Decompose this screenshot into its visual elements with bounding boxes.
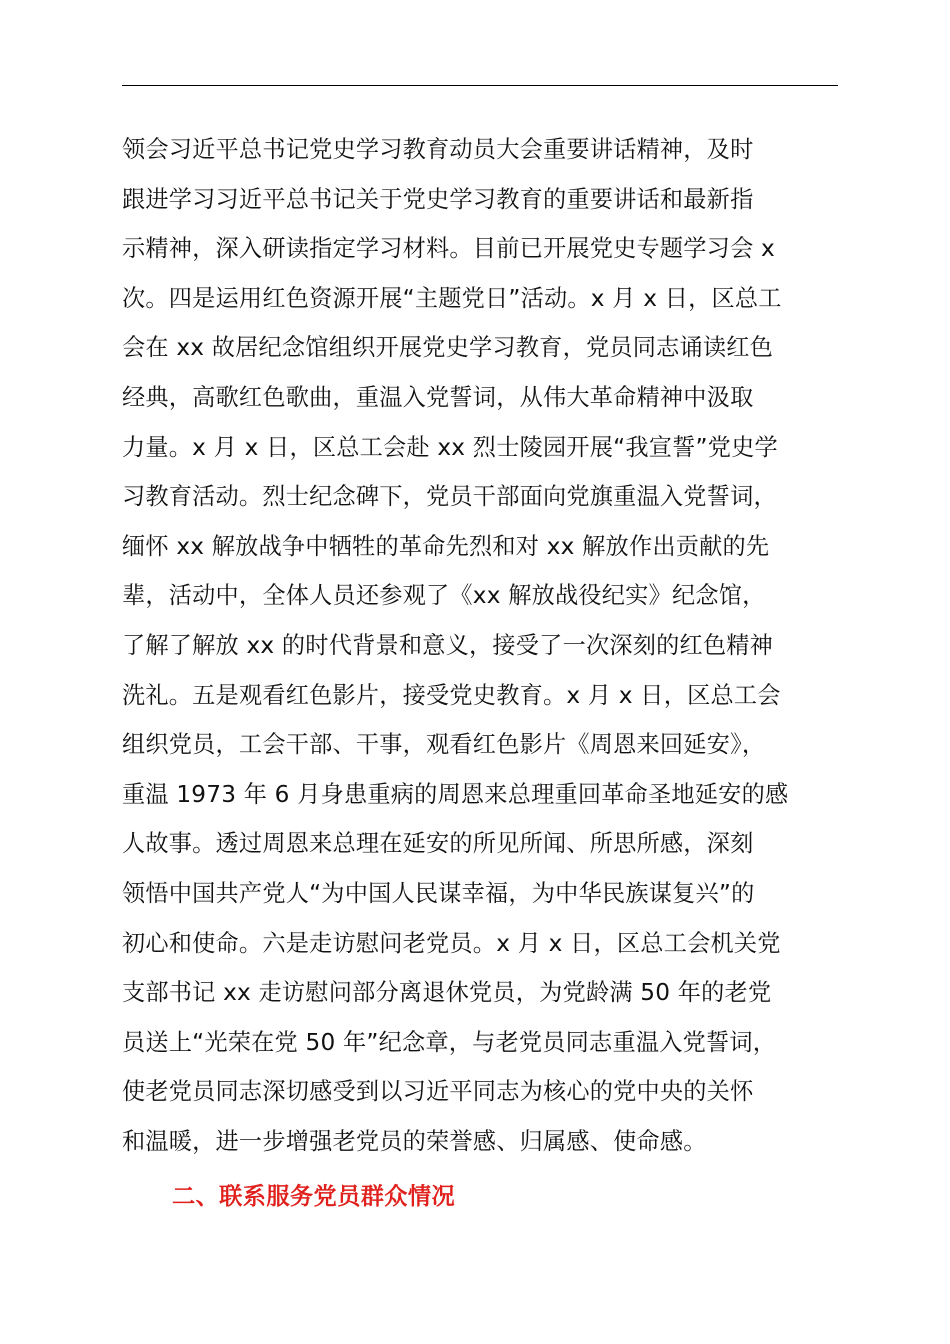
paragraph-line: 示精神，深入研读指定学习材料。目前已开展党史专题学习会 x [122, 235, 775, 263]
paragraph-line: 经典，高歌红色歌曲，重温入党誓词，从伟大革命精神中汲取 [122, 383, 754, 411]
paragraph-line: 了解了解放 xx 的时代背景和意义，接受了一次深刻的红色精神 [122, 631, 774, 659]
paragraph-line: 组织党员，工会干部、干事，观看红色影片《周恩来回延安》， [122, 731, 766, 759]
header-rule [122, 85, 838, 86]
paragraph-line: 使老党员同志深切感受到以习近平同志为核心的党中央的关怀 [122, 1078, 754, 1106]
body-paragraph [122, 125, 852, 1166]
paragraph-line: 习教育活动。烈士纪念碑下，党员干部面向党旗重温入党誓词， [122, 483, 777, 511]
paragraph-line: 跟进学习习近平总书记关于党史学习教育的重要讲话和最新指 [122, 185, 754, 213]
paragraph-line: 和温暖，进一步增强老党员的荣誉感、归属感、使命感。 [122, 1127, 707, 1155]
paragraph-line: 员送上“光荣在党 50 年”纪念章，与老党员同志重温入党誓词， [122, 1028, 777, 1056]
paragraph-line: 缅怀 xx 解放战争中牺牲的革命先烈和对 xx 解放作出贡献的先 [122, 532, 770, 560]
paragraph-line: 领会习近平总书记党史学习教育动员大会重要讲话精神，及时 [122, 136, 754, 163]
section-heading: 二、联系服务党员群众情况 [172, 1183, 456, 1210]
paragraph-line: 人故事。透过周恩来总理在延安的所见所闻、所思所感，深刻 [122, 830, 754, 858]
paragraph-line: 会在 xx 故居纪念馆组织开展党史学习教育，党员同志诵读红色 [122, 334, 774, 362]
paragraph-line: 力量。x 月 x 日，区总工会赴 xx 烈士陵园开展“我宣誓”党史学 [122, 433, 778, 461]
paragraph-line: 领悟中国共产党人“为中国人民谋幸福，为中华民族谋复兴”的 [122, 879, 755, 907]
paragraph-line: 辈，活动中，全体人员还参观了《xx 解放战役纪实》纪念馆， [122, 582, 766, 610]
paragraph-line: 次。四是运用红色资源开展“主题党日”活动。x 月 x 日，区总工 [122, 284, 782, 312]
paragraph-line: 洗礼。五是观看红色影片，接受党史教育。x 月 x 日，区总工会 [122, 681, 781, 709]
paragraph-line: 支部书记 xx 走访慰问部分离退休党员，为党龄满 50 年的老党 [122, 979, 772, 1007]
paragraph-line: 初心和使命。六是走访慰问老党员。x 月 x 日，区总工会机关党 [122, 929, 781, 957]
paragraph-line: 重温 1973 年 6 月身患重病的周恩来总理重回革命圣地延安的感 [122, 780, 789, 808]
